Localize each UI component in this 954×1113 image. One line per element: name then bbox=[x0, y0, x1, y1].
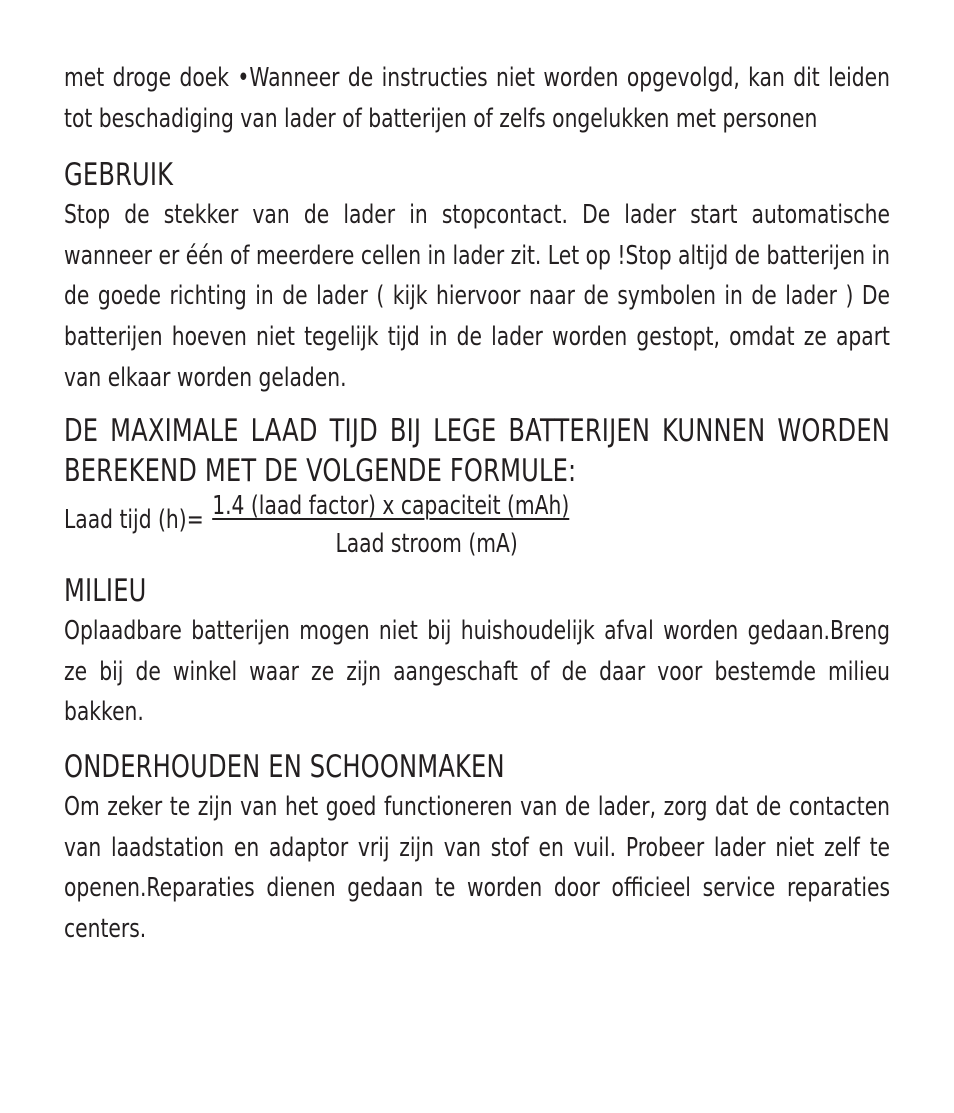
section-milieu bbox=[64, 571, 890, 733]
intro-paragraph: met droge doek •Wanneer de instructies niet worden opgevolgd, kan dit leiden tot beschadiging van lader of batterijen of zelfs ongelukken met personen bbox=[64, 63, 891, 134]
section-gebruik bbox=[64, 155, 890, 398]
onderhoud-paragraph: Om zeker te zijn van het goed functioneren van de lader, zorg dat de contacten van laadstation en adaptor vrij zijn van stof en vuil. Probeer lader niet zelf te openen.Reparaties dienen gedaan te worden door officieel service reparaties centers. bbox=[64, 791, 891, 944]
heading-milieu: MILIEU bbox=[64, 573, 147, 610]
section-formule bbox=[64, 411, 890, 561]
charge-time-formula bbox=[64, 491, 890, 561]
heading-gebruik: GEBRUIK bbox=[64, 157, 174, 194]
gebruik-paragraph: Stop de stekker van de lader in stopcontact. De lader start automatische wanneer er één of meerdere cellen in lader zit. Let op !Stop altijd de batterijen in de goede richting in de lader ( kijk hiervoor naar de symbolen in de lader ) De batterijen hoeven niet tegelijk tijd in de lader worden gestopt, omdat ze apart van elkaar worden geladen. bbox=[64, 200, 891, 393]
heading-onderhoud: ONDERHOUDEN EN SCHOONMAKEN bbox=[64, 748, 505, 785]
section-onderhoud bbox=[64, 747, 890, 949]
manual-page bbox=[64, 58, 890, 949]
formula-denominator: Laad stroom (mA) bbox=[335, 529, 518, 560]
formula-numerator: 1.4 (laad factor) x capaciteit (mAh) bbox=[212, 491, 570, 522]
page-content bbox=[64, 58, 890, 949]
milieu-paragraph: Oplaadbare batterijen mogen niet bij huishoudelijk afval worden gedaan.Breng ze bij de winkel waar ze zijn aangeschaft of de daar voor bestemde milieu bakken. bbox=[64, 616, 891, 728]
heading-formule: DE MAXIMALE LAAD TIJD BIJ LEGE BATTERIJEN KUNNEN WORDEN BEREKEND MET DE VOLGENDE FORMULE: bbox=[64, 413, 891, 490]
formula-lhs: Laad tijd (h)= bbox=[64, 505, 204, 536]
